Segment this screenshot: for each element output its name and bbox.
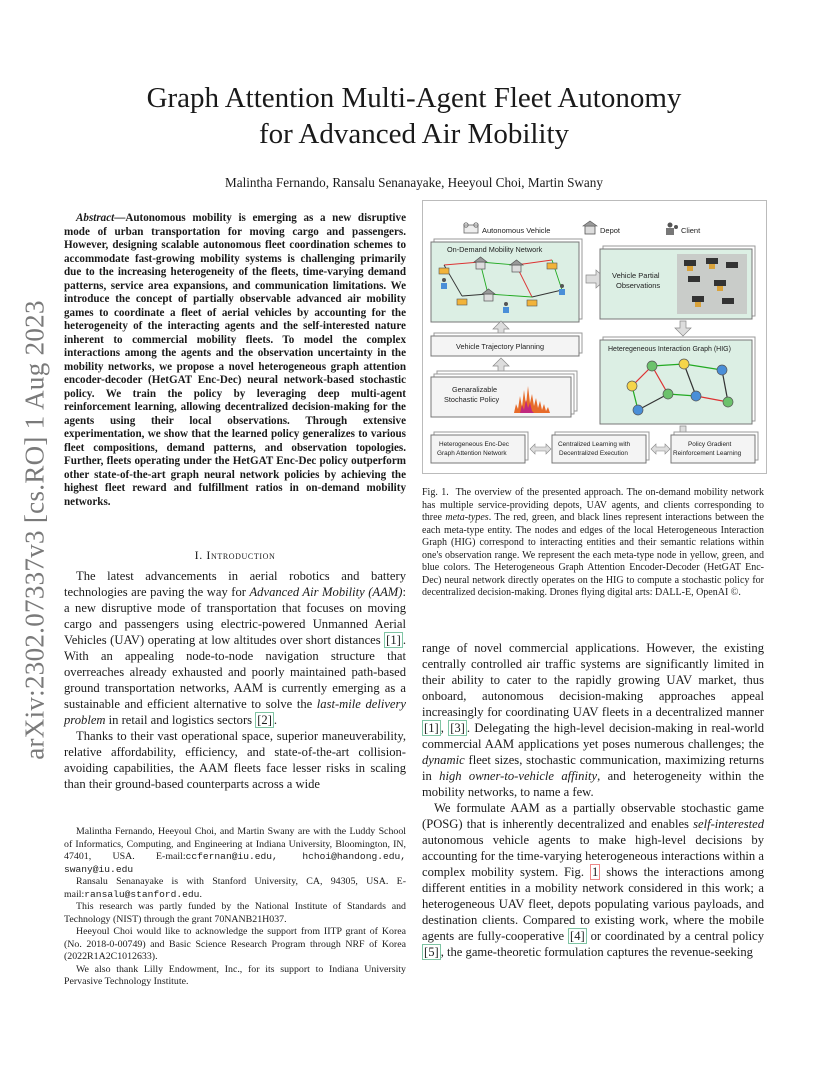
- citation-link[interactable]: [5]: [424, 945, 439, 959]
- abstract: [64, 212, 406, 509]
- footnote-funding: This research was partly funded by the National Institute of Standards and Technology (NIST) through the grant 70NANB21H037.: [64, 901, 406, 925]
- email-link[interactable]: ransalu@stanford.edu: [84, 888, 200, 900]
- right-paragraph-1: range of novel commercial applications. However, the existing centrally controlled air traffic systems are significantly limited in their ability to cater to the rapidly growing UAV market, thus onboard, autonomous decision-making approaches appeal increasingly for coordinating UAV fleets in a decentralized manner [1] , [3] . Delegating the high-level decision-making in real-world commercial AAM applications yet poses numerous challenges; the dynamic fleet sizes, stochastic communication, maximizing returns in high owner-to-vehicle affinity, and heterogeneity within the mobility networks, to name a few.: [422, 641, 764, 799]
- footnote-thanks: We also thank Lilly Endowment, Inc., for its support to Indiana University Pervasive Technology Institute.: [64, 963, 406, 987]
- drone-image-icon: [677, 254, 747, 314]
- footnote-korea: Heeyoul Choi would like to acknowledge the support from IITP grant of Korea (No. 2018-0-00749) and Basic Science Research Program through NRF of Korea (2022R1A2C1012633).: [64, 926, 406, 962]
- encdec-label-line-2: Graph Attention Network: [437, 450, 507, 457]
- abstract-label: Abstract: [76, 212, 115, 224]
- abstract-text: —Autonomous mobility is emerging as a new disruptive mode of urban transportation for moving cargo and passengers. However, designing scalable autonomous fleet coordination schemes to accommodate fast-growing mobility systems is challenging primarily due to the increasing heterogeneity of the fleets, time-varying demand patterns, service area expansions, and communication limitations. We introduce the concept of partially observable advanced air mobility games to coordinate a fleet of aerial vehicles by accounting for the heterogeneity of the interacting agents and the self-interested nature inherent to commercial mobility fleets. To model the complex interactions among the agents and the observation uncertainty in the mobility networks, we propose a novel heterogeneous graph attention encoder-decoder (HetGAT Enc-Dec) neural network-based stochastic policy. We train the policy by leveraging deep multi-agent reinforcement learning, allowing decentralized decision-making for the agents using their local observations. Through extensive experimentation, we show that the learned policy generalizes to various fleet compositions, demand patterns, and observation topologies. Further, fleets operating under the HetGAT Enc-Dec policy outperform other state-of-the-art graph neural network policies by achieving the highest fleet reward and fulfillment ratios in on-demand mobility networks.: [64, 212, 406, 508]
- title-line-1: Graph Attention Multi-Agent Fleet Autonomy: [146, 82, 682, 114]
- encdec-label-line-1: Heterogeneous Enc-Dec: [439, 441, 509, 448]
- obs-label-line-2: Observations: [616, 281, 661, 290]
- citation-link[interactable]: [3]: [450, 721, 465, 735]
- pg-label-line-2: Reinforcement Learning: [673, 450, 742, 457]
- paper-title: [60, 80, 768, 152]
- footnote-affiliation: Malintha Fernando, Heeyoul Choi, and Martin Swany are with the Luddy School of Informatics, Computing, and Engineering at Indiana University, Bloomington, IN, 47401, USA. E-mail:ccfernan@iu.edu, hchoi@handong.edu, swany@iu.edu: [64, 826, 406, 875]
- legend-client-label: Client: [681, 226, 701, 235]
- ctde-box: [552, 435, 646, 463]
- right-paragraph-2: We formulate AAM as a partially observable stochastic game (POSG) that is inherently decentralized and enables self-interested autonomous vehicle agents to make high-level decisions by accounting for the time-varying heterogeneous interactions within a complex mobility system. Fig. 1 shows the interactions among different entities in a mobility network considered in this work; a heterogeneous UAV fleet, depots populating various payloads, and destination clients. Compared to existing work, where the mobile agents are fully-cooperative [4] or coordinated by a central policy [5] , the game-theoretic formulation captures the revenue-seeking: [422, 801, 764, 959]
- trajectory-label: Vehicle Trajectory Planning: [456, 342, 545, 351]
- caption-label: Fig. 1.: [422, 487, 449, 498]
- footnote-stanford: Ransalu Senanayake is with Stanford University, CA, 94305, USA. E-mail:ransalu@stanford.edu.: [64, 876, 406, 900]
- right-column-body: [422, 640, 764, 960]
- title-line-2: for Advanced Air Mobility: [258, 118, 570, 150]
- citation-link[interactable]: [1]: [424, 721, 439, 735]
- policy-label-line-2: Stochastic Policy: [444, 395, 500, 404]
- citation-link[interactable]: [2]: [257, 713, 272, 727]
- intro-paragraph-1: The latest advancements in aerial robotics and battery technologies are paving the way for Advanced Air Mobility (AAM): a new disruptive mode of transportation that focuses on moving cargo and passengers using electric-powered Unmanned Aerial Vehicles (UAV) operating at low altitudes over short distances [1] . With an appealing node-to-node navigation structure that overreaches already exhausted and poorly maintained path-based ground transportation networks, AAM is currently emerging as a sustainable and efficient alternative to solve the last-mile delivery problem in retail and logistics sectors [2] .: [64, 569, 406, 727]
- arxiv-identifier: arXiv:2302.07337v3 [cs.RO] 1 Aug 2023: [19, 300, 50, 760]
- obs-label-line-1: Vehicle Partial: [612, 271, 660, 280]
- intro-paragraph-2: Thanks to their vast operational space, superior maneuverability, relative affordability, efficiency, and state-of-the-art collision-avoiding capabilities, the AAM fleets face lesser risks in scaling than their ground-based counterparts across a wide: [64, 729, 406, 791]
- citation-link[interactable]: [1]: [386, 633, 401, 647]
- last-mile-term: last-mile delivery problem: [64, 697, 406, 727]
- network-label: On-Demand Mobility Network: [447, 245, 543, 254]
- pg-box: [671, 435, 755, 463]
- policy-label-line-1: Genaralizable: [452, 385, 498, 394]
- figure-1-caption: Fig. 1. The overview of the presented approach. The on-demand mobility network has multiple service-providing depots, UAV agents, and clients corresponding to three meta-types. The red, green, and black lines represent interactions between the each meta-type entity. The nodes and edges of the local Heterogeneous Interaction Graph (HIG) correspond to interacting entities and their semantic relations within one's observation range. We represent the each meta-type node in yellow, green, and blue colors. The Heterogeneous Graph Attention Encoder-Decoder (HetGAT Enc-Dec) neural network directly operates on the HIG to compute a stochastic policy for decentralized decision-making. Drones flying digital arts: DALL-E, OpenAI ©.: [422, 487, 764, 598]
- encdec-box: [431, 435, 525, 463]
- legend-vehicle-label: Autonomous Vehicle: [482, 226, 551, 235]
- author-list: Malintha Fernando, Ransalu Senanayake, Heeyoul Choi, Martin Swany: [225, 175, 603, 190]
- aam-term: Advanced Air Mobility (AAM): [249, 585, 403, 599]
- legend-depot-label: Depot: [600, 226, 621, 235]
- introduction-body: [64, 568, 406, 792]
- ctde-label-line-1: Centralized Learning with: [558, 441, 631, 448]
- email-list[interactable]: ccfernan@iu.edu, hchoi@handong.edu, swany@iu.edu: [64, 851, 406, 875]
- footnotes: [64, 826, 406, 989]
- section-heading-introduction: I. Introduction: [194, 548, 276, 562]
- hig-label: Heteregeneous Interaction Graph (HIG): [608, 346, 731, 353]
- ctde-label-line-2: Decentralized Execution: [559, 450, 628, 457]
- pg-label-line-1: Policy Gradient: [688, 441, 732, 448]
- citation-link[interactable]: [4]: [570, 929, 585, 943]
- figure-1-overview-diagram: [422, 200, 767, 474]
- figure-reference-link[interactable]: 1: [591, 865, 599, 879]
